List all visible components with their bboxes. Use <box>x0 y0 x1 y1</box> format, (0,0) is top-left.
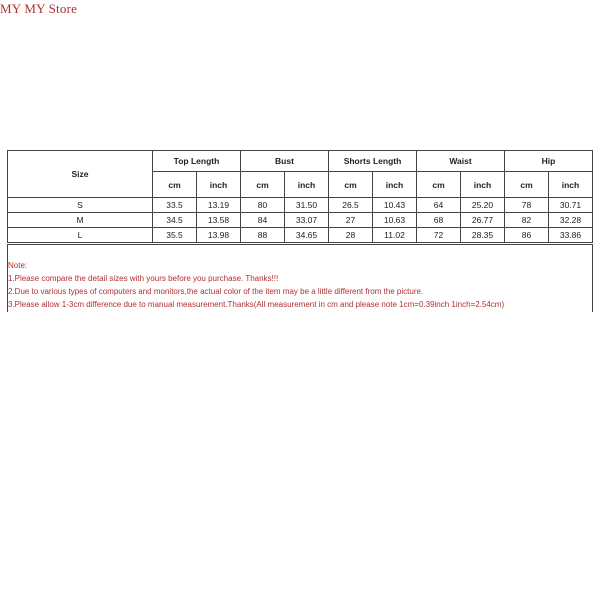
table-cell: 28.35 <box>461 228 505 243</box>
unit-header: cm <box>329 172 373 198</box>
table-cell: 27 <box>329 213 373 228</box>
table-cell: 32.28 <box>549 213 593 228</box>
table-cell: 10.63 <box>373 213 417 228</box>
table-cell: 13.58 <box>197 213 241 228</box>
size-chart-table <box>7 150 593 243</box>
table-cell: 84 <box>241 213 285 228</box>
group-header-bust: Bust <box>241 151 329 172</box>
table-cell: 80 <box>241 198 285 213</box>
table-cell: 25.20 <box>461 198 505 213</box>
table-cell: 82 <box>505 213 549 228</box>
size-cell: S <box>8 198 153 213</box>
note-line: 2.Due to various types of computers and monitors,the actual color of the item may be a little different from the picture. <box>8 287 424 296</box>
unit-header: inch <box>549 172 593 198</box>
unit-header: cm <box>153 172 197 198</box>
table-cell: 33.86 <box>549 228 593 243</box>
table-row <box>8 228 593 243</box>
table-cell: 86 <box>505 228 549 243</box>
table-cell: 28 <box>329 228 373 243</box>
table-cell: 72 <box>417 228 461 243</box>
table-cell: 35.5 <box>153 228 197 243</box>
group-header-waist: Waist <box>417 151 505 172</box>
table-cell: 13.98 <box>197 228 241 243</box>
table-cell: 78 <box>505 198 549 213</box>
unit-header: cm <box>417 172 461 198</box>
notes-box <box>7 244 593 312</box>
table-cell: 11.02 <box>373 228 417 243</box>
note-line: 3.Please allow 1-3cm difference due to manual measurement.Thanks(All measurement in cm and please note 1cm=0.39inch 1inch=2.54cm) <box>8 300 505 309</box>
group-header-row <box>8 151 593 172</box>
table-cell: 30.71 <box>549 198 593 213</box>
size-header: Size <box>8 151 153 198</box>
table-row <box>8 213 593 228</box>
table-cell: 68 <box>417 213 461 228</box>
table-cell: 13.19 <box>197 198 241 213</box>
store-name: MY MY Store <box>0 1 78 16</box>
group-header-shorts-length: Shorts Length <box>329 151 417 172</box>
table-cell: 88 <box>241 228 285 243</box>
table-row <box>8 198 593 213</box>
table-cell: 34.65 <box>285 228 329 243</box>
group-header-top-length: Top Length <box>153 151 241 172</box>
unit-header: cm <box>241 172 285 198</box>
table-cell: 33.07 <box>285 213 329 228</box>
table-cell: 34.5 <box>153 213 197 228</box>
table-cell: 33.5 <box>153 198 197 213</box>
group-header-hip: Hip <box>505 151 593 172</box>
unit-header: inch <box>461 172 505 198</box>
size-cell: M <box>8 213 153 228</box>
notes-list <box>8 272 504 311</box>
table-cell: 64 <box>417 198 461 213</box>
table-cell: 26.77 <box>461 213 505 228</box>
table-cell: 31.50 <box>285 198 329 213</box>
note-line: 1.Please compare the detail sizes with yours before you purchase. Thanks!!! <box>8 274 279 283</box>
unit-header: cm <box>505 172 549 198</box>
unit-header: inch <box>373 172 417 198</box>
note-title: Note: <box>8 261 28 270</box>
unit-header: inch <box>197 172 241 198</box>
table-cell: 26.5 <box>329 198 373 213</box>
size-cell: L <box>8 228 153 243</box>
table-cell: 10.43 <box>373 198 417 213</box>
unit-header: inch <box>285 172 329 198</box>
